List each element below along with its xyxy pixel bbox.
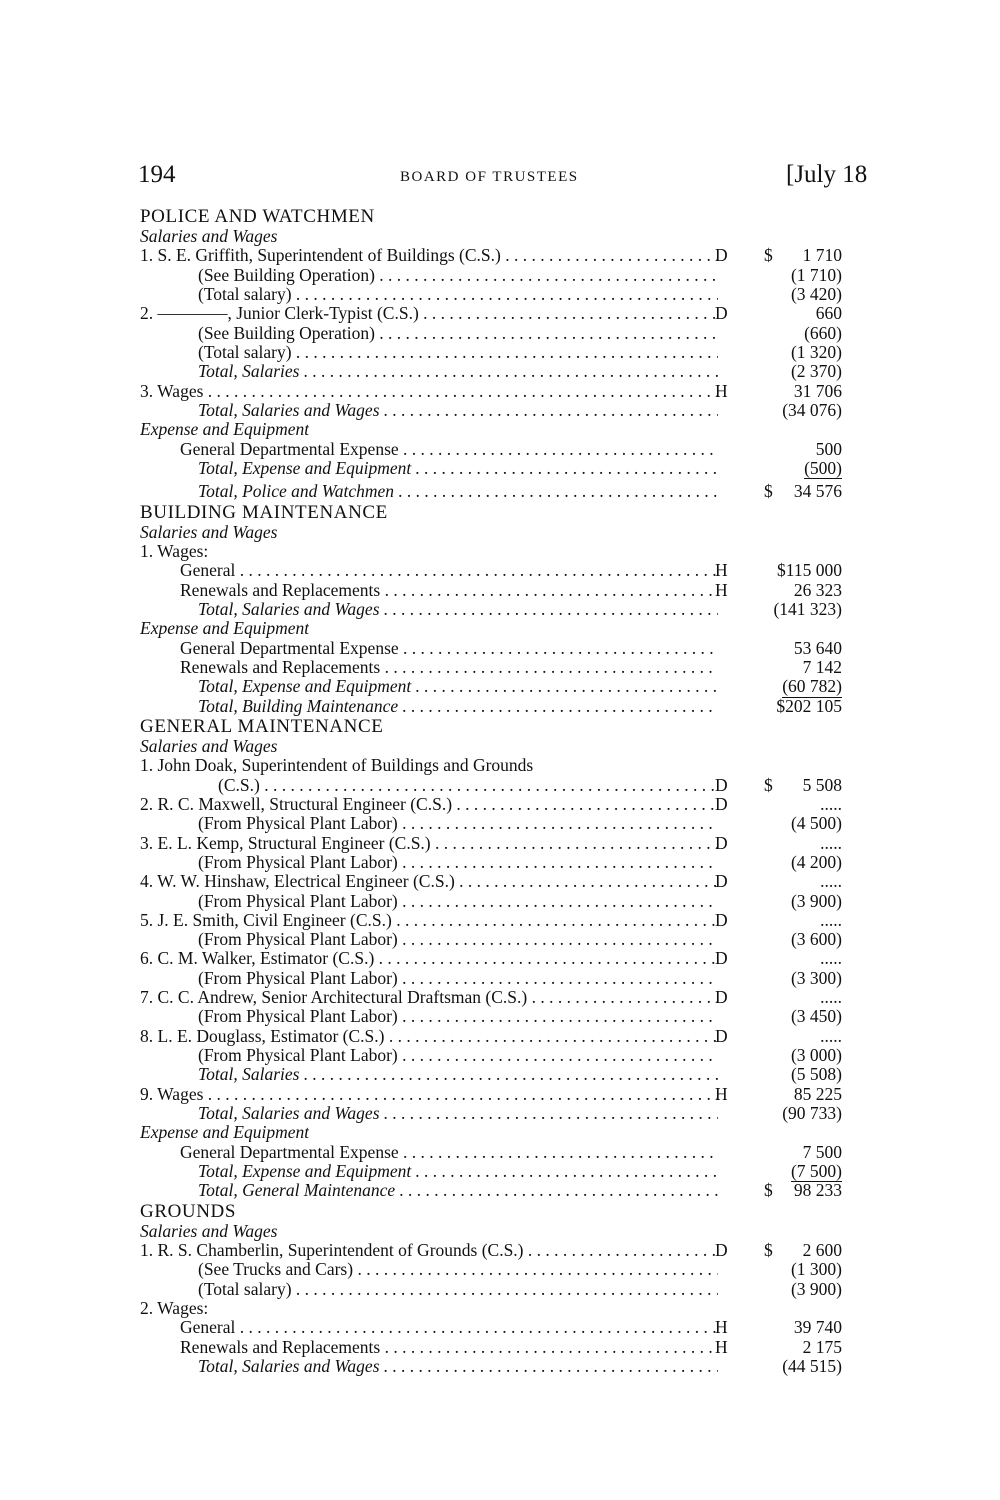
section-heading-label: BUILDING MAINTENANCE xyxy=(140,501,388,523)
amount: (3 300) xyxy=(790,967,842,988)
fund-code: D xyxy=(715,832,728,853)
amount: ..... xyxy=(820,871,842,892)
section-heading xyxy=(140,716,880,737)
subheading xyxy=(140,523,880,542)
row-label: 2. R. C. Maxwell, Structural Engineer (C.S.) . . . xyxy=(140,795,718,814)
amount: 7 500 xyxy=(802,1141,842,1162)
amount: (4 500) xyxy=(790,813,842,834)
fund-code: D xyxy=(715,871,728,892)
amount: (1 710) xyxy=(790,264,842,285)
table-row xyxy=(140,834,880,853)
section-heading-label: POLICE AND WATCHMEN xyxy=(140,206,375,227)
table-row xyxy=(140,697,880,716)
row-label: Renewals and Replacements . . . xyxy=(180,658,718,677)
table-row xyxy=(140,949,880,968)
amount: 660 xyxy=(815,303,842,324)
row-label: Renewals and Replacements . . . xyxy=(180,581,718,600)
subheading-label: Expense and Equipment xyxy=(140,420,310,440)
table-row xyxy=(140,1181,880,1200)
amount: 5 508 xyxy=(802,774,842,795)
table-row xyxy=(140,911,880,930)
table-row xyxy=(140,892,880,911)
fund-code: D xyxy=(715,948,728,969)
row-label: General . . . xyxy=(180,561,718,580)
section-heading xyxy=(140,1201,880,1222)
running-date: [July 18 xyxy=(786,161,868,188)
section-heading-label: GENERAL MAINTENANCE xyxy=(140,715,384,737)
row-label: 6. C. M. Walker, Estimator (C.S.) . . . xyxy=(140,949,718,968)
table-row xyxy=(140,1046,880,1065)
fund-code: D xyxy=(715,1240,728,1261)
table-row xyxy=(140,459,880,478)
table-row xyxy=(140,1299,880,1318)
row-label: Renewals and Replacements . . . xyxy=(180,1338,718,1357)
table-row xyxy=(140,814,880,833)
row-label: Total, General Maintenance . . . xyxy=(198,1181,718,1200)
amount: (4 200) xyxy=(790,851,842,872)
table-row xyxy=(140,401,880,420)
amount: (3 420) xyxy=(790,283,842,304)
row-label: (From Physical Plant Labor) . . . xyxy=(198,969,718,988)
row-label: 1. R. S. Chamberlin, Superintendent of Grounds (C.S.) . . . xyxy=(140,1241,718,1260)
amount: (500) xyxy=(804,457,842,478)
table-row xyxy=(140,658,880,677)
table-row xyxy=(140,1280,880,1299)
row-label: 9. Wages . . . xyxy=(140,1085,718,1104)
table-row xyxy=(140,440,880,459)
row-label: (C.S.) . . . xyxy=(218,776,718,795)
table-row xyxy=(140,1357,880,1376)
subheading-label: Salaries and Wages xyxy=(140,1221,278,1241)
fund-code: H xyxy=(715,1083,728,1104)
amount: 39 740 xyxy=(793,1317,842,1338)
row-label: (See Trucks and Cars) . . . xyxy=(198,1260,718,1279)
amount: (90 733) xyxy=(782,1103,842,1124)
table-row xyxy=(140,1260,880,1279)
row-label: 7. C. C. Andrew, Senior Architectural Draftsman (C.S.) . . . xyxy=(140,988,718,1007)
fund-code: D xyxy=(715,245,728,266)
table-row xyxy=(140,988,880,1007)
row-label: Total, Salaries and Wages . . . xyxy=(198,1104,718,1123)
fund-code: H xyxy=(715,1317,728,1338)
row-label: (Total salary) . . . xyxy=(198,343,718,362)
section-heading-label: GROUNDS xyxy=(140,1200,237,1222)
subheading-label: Salaries and Wages xyxy=(140,522,278,542)
table-row xyxy=(140,1318,880,1337)
table-row xyxy=(140,343,880,362)
amount: 98 233 xyxy=(793,1180,842,1201)
table-row xyxy=(140,266,880,285)
amount: (60 782) xyxy=(782,676,842,697)
row-label: 1. John Doak, Superintendent of Buildings and Grounds xyxy=(140,756,534,776)
fund-code: D xyxy=(715,909,728,930)
row-label: (Total salary) . . . xyxy=(198,285,718,304)
row-label: Total, Expense and Equipment . . . xyxy=(198,1162,718,1181)
amount: (3 900) xyxy=(790,890,842,911)
table-row xyxy=(140,930,880,949)
table-row xyxy=(140,776,880,795)
table-row xyxy=(140,1241,880,1260)
running-title: BOARD OF TRUSTEES xyxy=(400,169,579,185)
dollar-sign: $ xyxy=(764,245,773,266)
table-row xyxy=(140,969,880,988)
section-heading xyxy=(140,206,880,227)
row-label: 3. E. L. Kemp, Structural Engineer (C.S.) . . . xyxy=(140,834,718,853)
amount: 2 600 xyxy=(802,1240,842,1261)
row-label: (From Physical Plant Labor) . . . xyxy=(198,892,718,911)
subheading xyxy=(140,737,880,756)
table-row xyxy=(140,853,880,872)
fund-code: D xyxy=(715,987,728,1008)
amount: 85 225 xyxy=(793,1083,842,1104)
table-row xyxy=(140,756,880,775)
dollar-sign: $ xyxy=(764,481,773,502)
amount: (3 600) xyxy=(790,929,842,950)
amount: (5 508) xyxy=(790,1064,842,1085)
table-row xyxy=(140,382,880,401)
table-row xyxy=(140,1143,880,1162)
subheading-label: Salaries and Wages xyxy=(140,227,278,246)
fund-code: H xyxy=(715,1336,728,1357)
row-label: Total, Expense and Equipment . . . xyxy=(198,459,718,478)
row-label: General Departmental Expense . . . xyxy=(180,1143,718,1162)
budget-table xyxy=(140,206,880,1376)
row-label: General Departmental Expense . . . xyxy=(180,639,718,658)
row-label: General Departmental Expense . . . xyxy=(180,440,718,459)
table-row xyxy=(140,1162,880,1181)
amount: 34 576 xyxy=(793,481,842,502)
amount: (3 900) xyxy=(790,1278,842,1299)
row-label: 1. S. E. Griffith, Superintendent of Buildings (C.S.) . . . xyxy=(140,246,718,265)
row-label: (From Physical Plant Labor) . . . xyxy=(198,1046,718,1065)
table-row xyxy=(140,482,880,501)
row-label: (From Physical Plant Labor) . . . xyxy=(198,814,718,833)
amount: ..... xyxy=(820,832,842,853)
amount: (1 320) xyxy=(790,341,842,362)
table-row xyxy=(140,581,880,600)
table-row xyxy=(140,246,880,265)
subheading-label: Expense and Equipment xyxy=(140,619,310,639)
page-number: 194 xyxy=(138,161,176,188)
row-label: 5. J. E. Smith, Civil Engineer (C.S.) . . . xyxy=(140,911,718,930)
table-row xyxy=(140,1104,880,1123)
amount: 1 710 xyxy=(802,245,842,266)
amount: (3 000) xyxy=(790,1045,842,1066)
fund-code: D xyxy=(715,1025,728,1046)
table-row xyxy=(140,872,880,891)
table-row xyxy=(140,677,880,696)
row-label: (See Building Operation) . . . xyxy=(198,266,718,285)
amount: $115 000 xyxy=(777,560,842,581)
dollar-sign: $ xyxy=(764,774,773,795)
amount: (141 323) xyxy=(773,598,842,619)
amount: (1 300) xyxy=(790,1259,842,1280)
subheading-label: Expense and Equipment xyxy=(140,1123,310,1143)
amount: (44 515) xyxy=(782,1356,842,1377)
amount: 2 175 xyxy=(802,1336,842,1357)
row-label: Total, Salaries . . . xyxy=(198,1065,718,1084)
table-row xyxy=(140,324,880,343)
row-label: Total, Salaries . . . xyxy=(198,362,718,381)
fund-code: H xyxy=(715,579,728,600)
row-label: 2. ————, Junior Clerk-Typist (C.S.) . . . xyxy=(140,304,718,323)
row-label: Total, Expense and Equipment . . . xyxy=(198,677,718,696)
table-row xyxy=(140,600,880,619)
subheading xyxy=(140,227,880,246)
dollar-sign: $ xyxy=(764,1180,773,1201)
row-label: Total, Salaries and Wages . . . xyxy=(198,401,718,420)
table-row xyxy=(140,1027,880,1046)
row-label: 8. L. E. Douglass, Estimator (C.S.) . . . xyxy=(140,1027,718,1046)
subheading-label: Salaries and Wages xyxy=(140,736,278,756)
row-label: (See Building Operation) . . . xyxy=(198,324,718,343)
table-row xyxy=(140,795,880,814)
fund-code: H xyxy=(715,560,728,581)
amount: $202 105 xyxy=(776,695,842,716)
row-label: 4. W. W. Hinshaw, Electrical Engineer (C.S.) . . . xyxy=(140,872,718,891)
table-row xyxy=(140,285,880,304)
amount: 7 142 xyxy=(802,656,842,677)
amount: ..... xyxy=(820,1025,842,1046)
row-label: (From Physical Plant Labor) . . . xyxy=(198,930,718,949)
table-row xyxy=(140,1338,880,1357)
dollar-sign: $ xyxy=(764,1240,773,1261)
row-label: General . . . xyxy=(180,1318,718,1337)
amount: 500 xyxy=(815,438,842,459)
row-label: 1. Wages: xyxy=(140,541,209,561)
fund-code: H xyxy=(715,380,728,401)
subheading xyxy=(140,619,880,638)
row-label: 3. Wages . . . xyxy=(140,382,718,401)
amount: 26 323 xyxy=(793,579,842,600)
amount: (7 500) xyxy=(790,1161,842,1182)
row-label: 2. Wages: xyxy=(140,1299,209,1319)
amount: 31 706 xyxy=(793,380,842,401)
fund-code: D xyxy=(715,793,728,814)
amount: ..... xyxy=(820,793,842,814)
row-label: Total, Salaries and Wages . . . xyxy=(198,600,718,619)
row-label: (From Physical Plant Labor) . . . xyxy=(198,1007,718,1026)
table-row xyxy=(140,561,880,580)
subheading xyxy=(140,1222,880,1241)
row-label: (From Physical Plant Labor) . . . xyxy=(198,853,718,872)
amount: (34 076) xyxy=(782,399,842,420)
row-label: Total, Building Maintenance . . . xyxy=(198,697,718,716)
table-row xyxy=(140,362,880,381)
table-row xyxy=(140,542,880,561)
row-label: (Total salary) . . . xyxy=(198,1280,718,1299)
row-label: Total, Police and Watchmen . . . xyxy=(198,482,718,501)
table-row xyxy=(140,304,880,323)
amount: ..... xyxy=(820,948,842,969)
row-label: Total, Salaries and Wages . . . xyxy=(198,1357,718,1376)
amount: ..... xyxy=(820,909,842,930)
subheading xyxy=(140,1123,880,1142)
fund-code: D xyxy=(715,774,728,795)
table-row xyxy=(140,1007,880,1026)
subheading xyxy=(140,420,880,439)
page-header xyxy=(0,160,1000,190)
fund-code: D xyxy=(715,303,728,324)
amount: (660) xyxy=(804,322,842,343)
amount: 53 640 xyxy=(793,637,842,658)
amount: (2 370) xyxy=(790,361,842,382)
section-heading xyxy=(140,502,880,523)
table-row xyxy=(140,639,880,658)
table-row xyxy=(140,1085,880,1104)
table-row xyxy=(140,1065,880,1084)
amount: (3 450) xyxy=(790,1006,842,1027)
amount: ..... xyxy=(820,987,842,1008)
